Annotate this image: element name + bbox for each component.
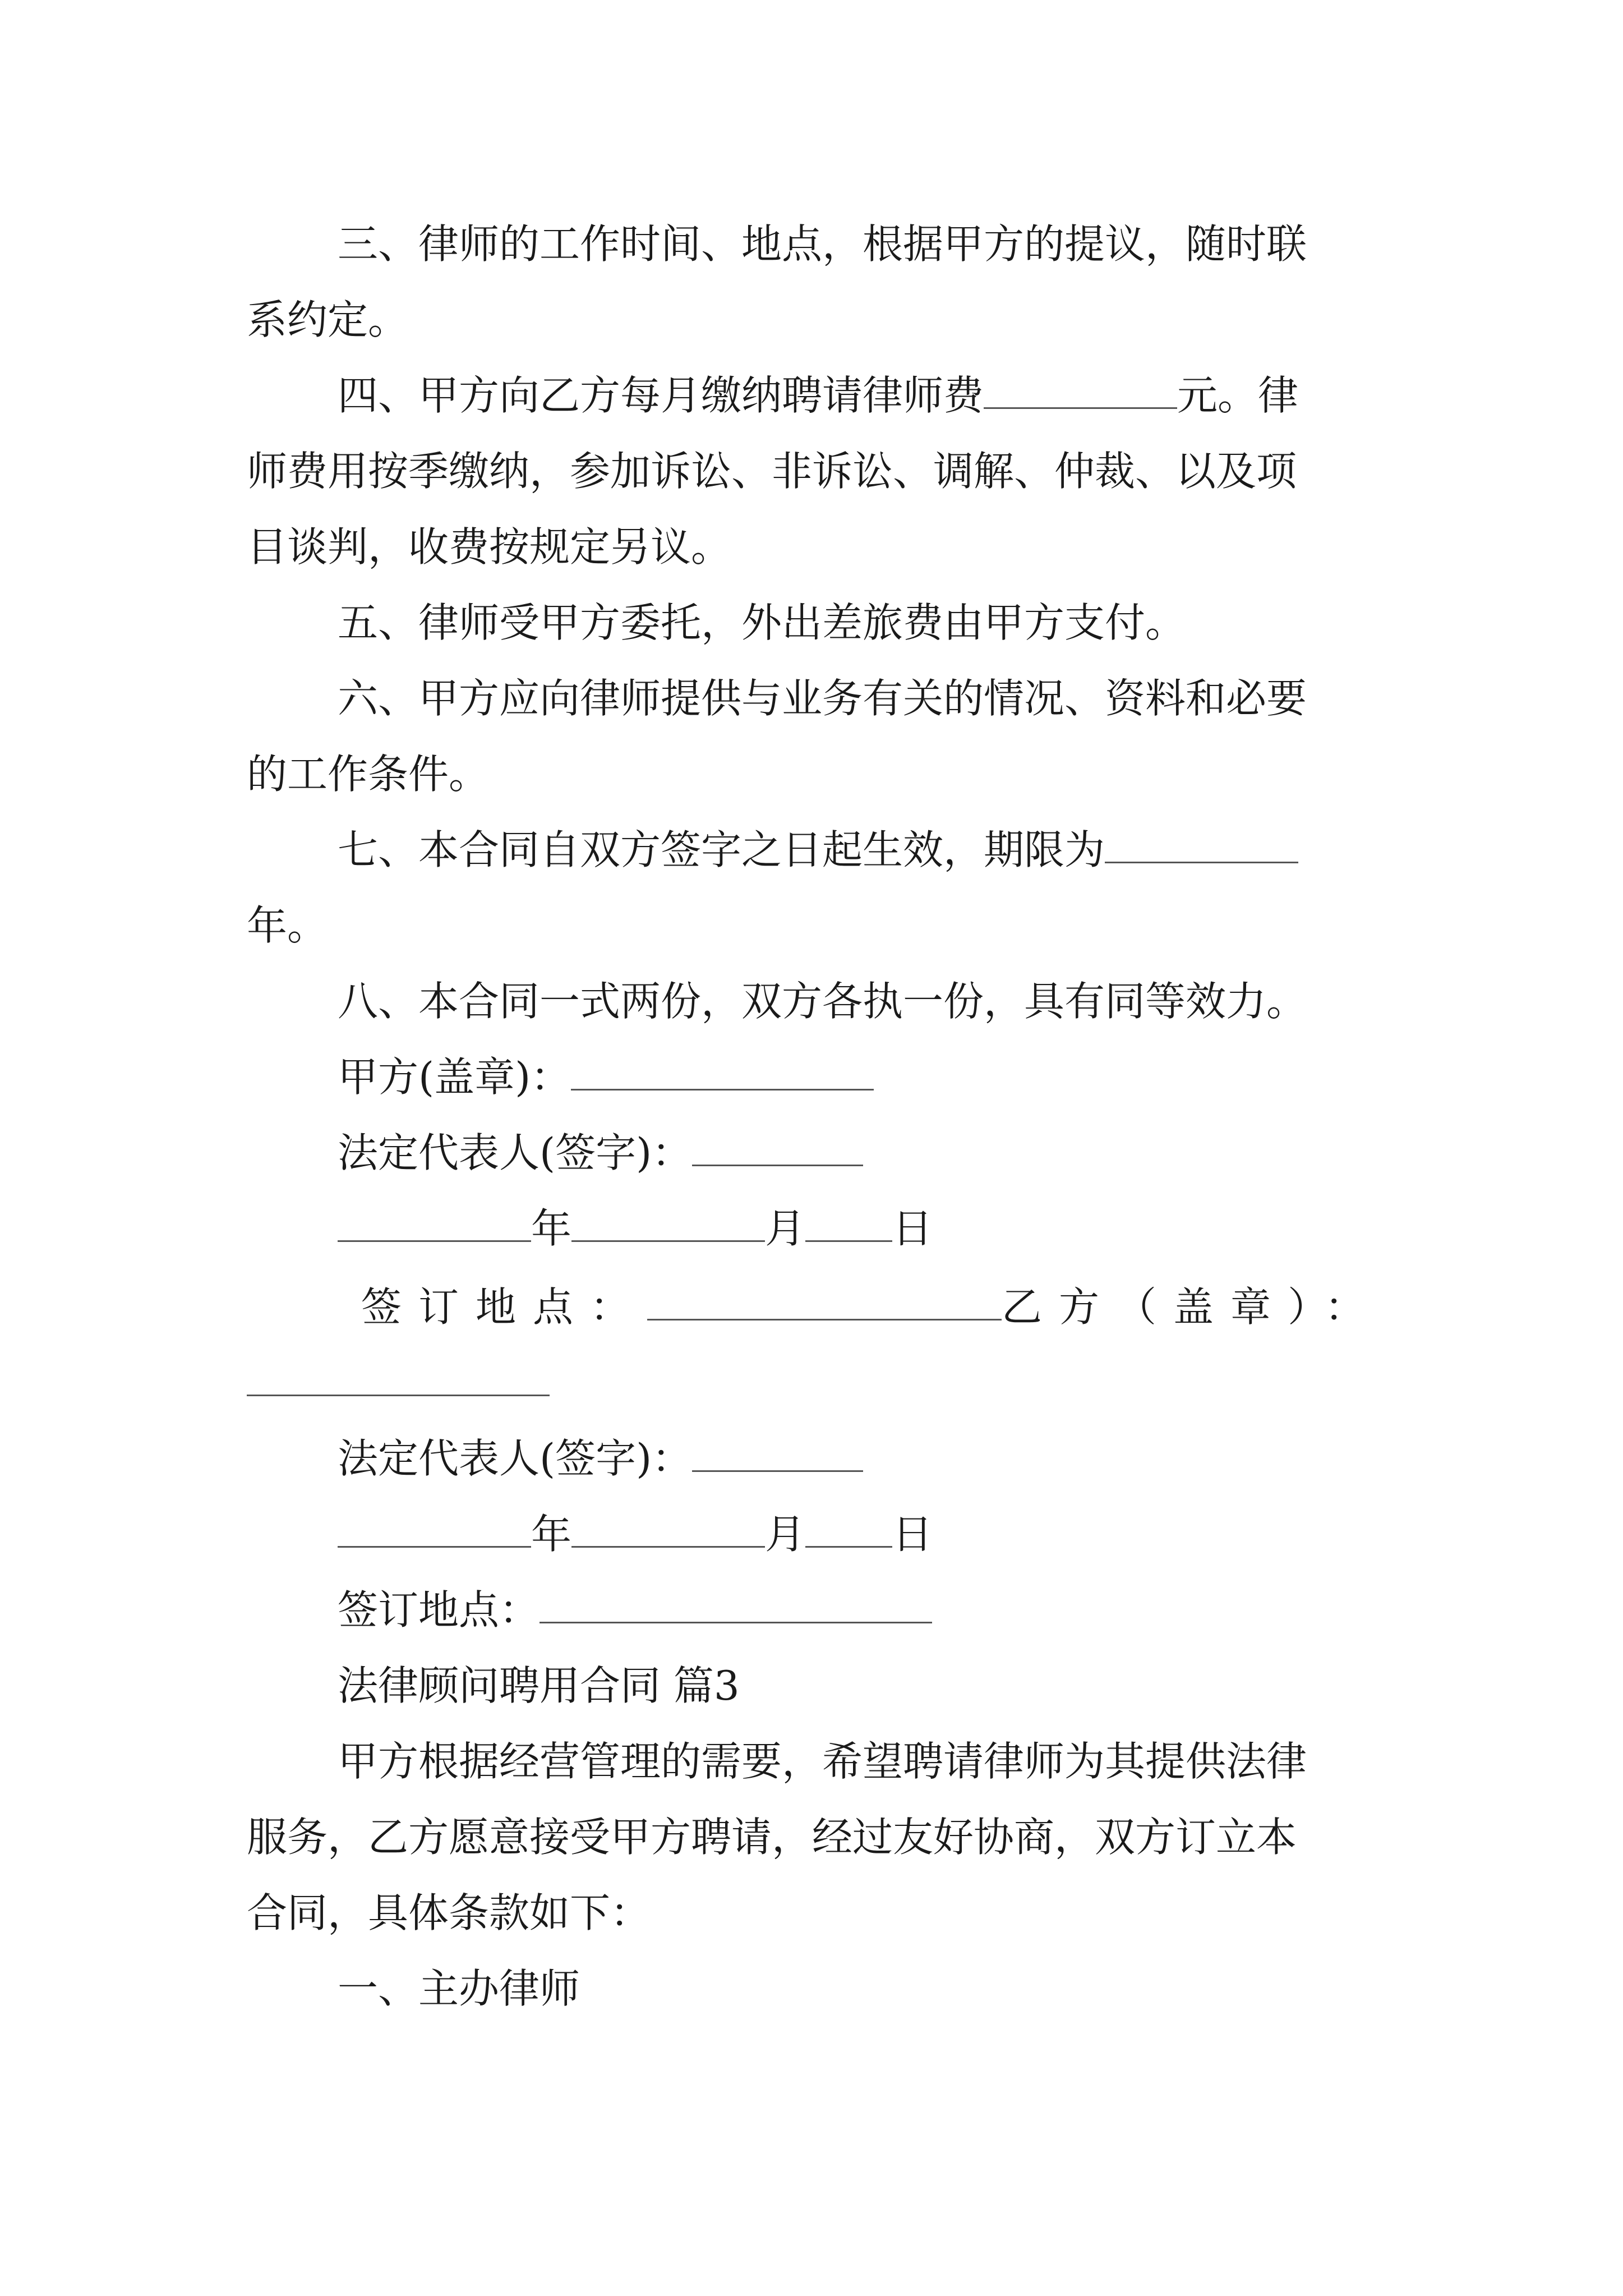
- clause-4-text-end: 元。律: [1177, 372, 1299, 419]
- month-blank-2: [571, 1509, 765, 1548]
- day-label-2: 日: [892, 1511, 933, 1558]
- clause-6-line-1: 六、甲方应向律师提供与业务有关的情况、资料和必要: [338, 675, 1307, 722]
- clause-4-line-3: 目谈判，收费按规定另议。: [247, 523, 732, 570]
- clause-6-line-2: 的工作条件。: [247, 751, 490, 798]
- year-blank-2: [338, 1509, 531, 1548]
- party-b-seal-blank-line: [247, 1358, 550, 1408]
- clause-7-line-1: [338, 825, 1298, 875]
- day-blank-1: [805, 1203, 892, 1242]
- fee-blank: [984, 370, 1177, 409]
- clause-7-line-2: 年。: [247, 902, 328, 949]
- legal-rep-label-2: 法定代表人(签字)：: [338, 1435, 693, 1482]
- clause-4-text: 四、甲方向乙方每月缴纳聘请律师费: [338, 372, 984, 419]
- place-label-1: 签订地点：: [361, 1283, 648, 1331]
- year-blank-1: [338, 1203, 531, 1242]
- clause-5: 五、律师受甲方委托，外出差旅费由甲方支付。: [338, 599, 1186, 646]
- legal-rep-line-2: [338, 1433, 863, 1484]
- place-line-2: [338, 1585, 932, 1635]
- section-title: 法律顾问聘用合同 篇3: [338, 1662, 740, 1709]
- legal-rep-blank-1: [692, 1128, 863, 1166]
- intro-line-3: 合同，具体条款如下：: [247, 1889, 651, 1936]
- year-label-2: 年: [531, 1511, 572, 1558]
- clause-3-line-2: 系约定。: [247, 296, 409, 343]
- intro-line-2: 服务，乙方愿意接受甲方聘请，经过友好协商，双方订立本: [247, 1814, 1297, 1861]
- place-blank-1: [647, 1282, 1002, 1320]
- month-label-1: 月: [765, 1205, 806, 1252]
- legal-rep-line-1: [338, 1128, 863, 1178]
- term-blank: [1105, 825, 1298, 863]
- year-label-1: 年: [531, 1205, 572, 1252]
- party-a-seal-label: 甲方(盖章)：: [338, 1053, 571, 1101]
- day-label-1: 日: [892, 1205, 933, 1252]
- place-blank-2: [540, 1585, 932, 1623]
- party-b-seal-blank: [247, 1358, 550, 1396]
- legal-rep-label-1: 法定代表人(签字)：: [338, 1129, 693, 1176]
- date-line-2: [338, 1509, 933, 1559]
- intro-line-1: 甲方根据经营管理的需要，希望聘请律师为其提供法律: [338, 1738, 1307, 1785]
- month-blank-1: [571, 1203, 765, 1242]
- month-label-2: 月: [765, 1511, 806, 1558]
- clause-8: 八、本合同一式两份，双方各执一份，具有同等效力。: [338, 978, 1307, 1025]
- item-1: 一、主办律师: [338, 1965, 580, 2012]
- date-line-1: [338, 1203, 933, 1254]
- clause-3-line-1: 三、律师的工作时间、地点，根据甲方的提议，随时联: [338, 220, 1307, 268]
- clause-4-line-2: 师费用按季缴纳，参加诉讼、非诉讼、调解、仲裁、以及项: [247, 448, 1297, 495]
- place-label-2: 签订地点：: [338, 1586, 540, 1634]
- place-party-b-line: [338, 1282, 1382, 1332]
- day-blank-2: [805, 1509, 892, 1548]
- clause-4-line-1: [338, 370, 1298, 421]
- legal-rep-blank-2: [692, 1433, 863, 1472]
- party-a-seal-blank: [571, 1052, 874, 1091]
- clause-7-text: 七、本合同自双方签字之日起生效，期限为: [338, 826, 1105, 873]
- party-b-seal-label: 乙方（盖章）：: [1001, 1283, 1382, 1331]
- party-a-seal-line: [338, 1052, 874, 1102]
